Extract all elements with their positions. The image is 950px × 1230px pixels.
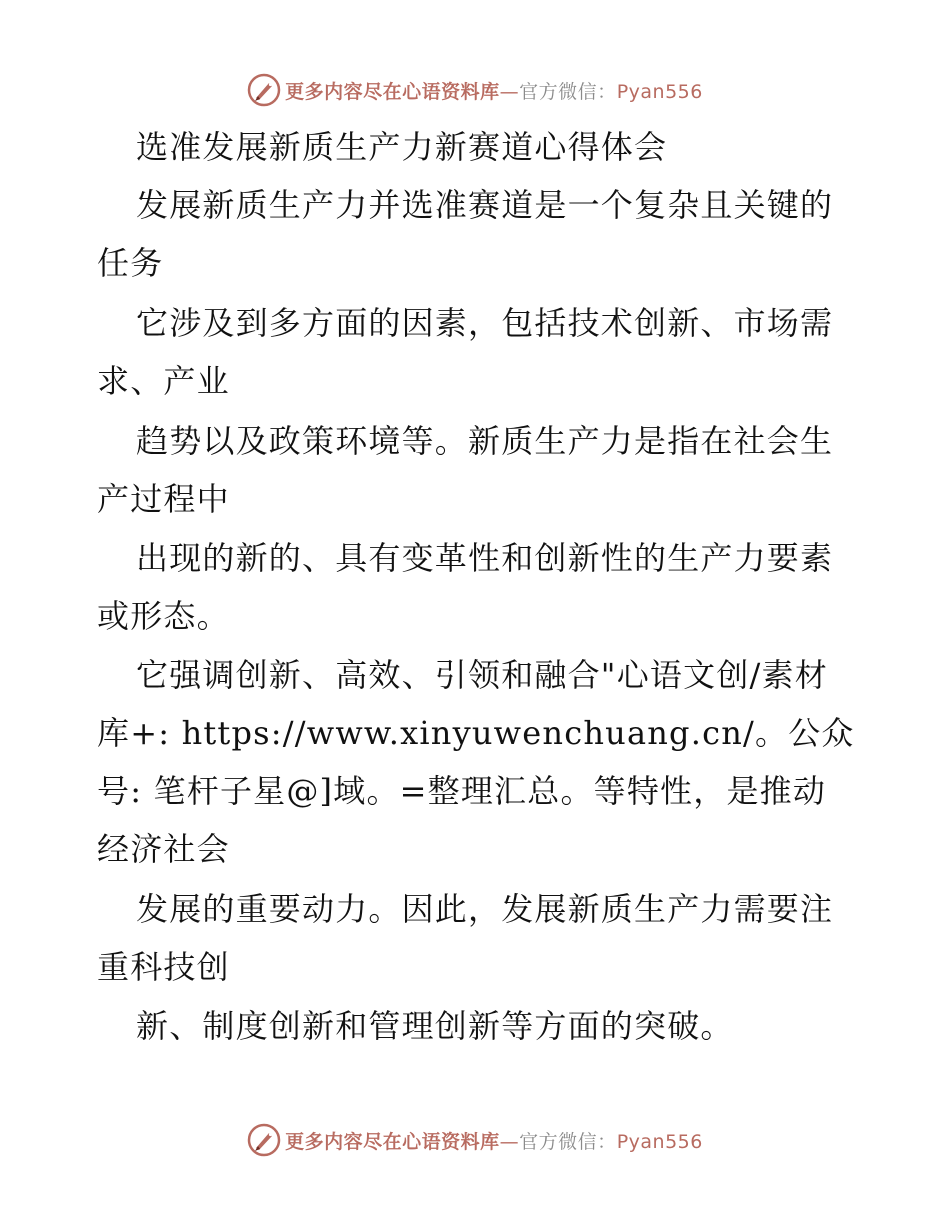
paragraph-line: 号: 笔杆子星@]域。=整理汇总。等特性，是推动	[97, 772, 827, 810]
banner-wechat-id: Pyan556	[616, 1130, 703, 1153]
header-banner	[0, 70, 950, 110]
pen-logo-icon	[247, 1123, 281, 1157]
paragraph-line: 重科技创	[97, 948, 230, 986]
banner-wechat-label: 官方微信：	[519, 80, 617, 103]
paragraph-line: 求、产业	[97, 362, 230, 400]
banner-wechat-label: 官方微信：	[519, 1130, 617, 1153]
paragraph-line: 发展的重要动力。因此，发展新质生产力需要注	[136, 890, 834, 928]
banner-wechat-id: Pyan556	[616, 80, 703, 103]
paragraph-line: 或形态。	[97, 597, 230, 635]
banner-text	[285, 1127, 703, 1154]
banner-dash: —	[499, 1130, 520, 1153]
paragraph-line: 出现的新的、具有变革性和创新性的生产力要素	[136, 539, 834, 577]
paragraph-line: 任务	[97, 244, 164, 282]
paragraph-line: 产过程中	[97, 480, 230, 518]
paragraph-line: 新、制度创新和管理创新等方面的突破。	[136, 1007, 734, 1045]
banner-brand: 更多内容尽在心语资料库	[285, 80, 500, 103]
paragraph-line: 趋势以及政策环境等。新质生产力是指在社会生	[136, 422, 834, 460]
paragraph-line: 它强调创新、高效、引领和融合"心语文创/素材	[136, 656, 828, 694]
document-title: 选准发展新质生产力新赛道心得体会	[136, 128, 668, 166]
banner-dash: —	[499, 80, 520, 103]
banner-text	[285, 77, 703, 104]
paragraph-line: 发展新质生产力并选准赛道是一个复杂且关键的	[136, 186, 834, 224]
paragraph-line: 它涉及到多方面的因素，包括技术创新、市场需	[136, 304, 834, 342]
pen-logo-icon	[247, 73, 281, 107]
footer-banner	[0, 1120, 950, 1160]
banner-brand: 更多内容尽在心语资料库	[285, 1130, 500, 1153]
paragraph-line: 库+: https://www.xinyuwenchuang.cn/。公众	[97, 714, 855, 752]
paragraph-line: 经济社会	[97, 830, 230, 868]
